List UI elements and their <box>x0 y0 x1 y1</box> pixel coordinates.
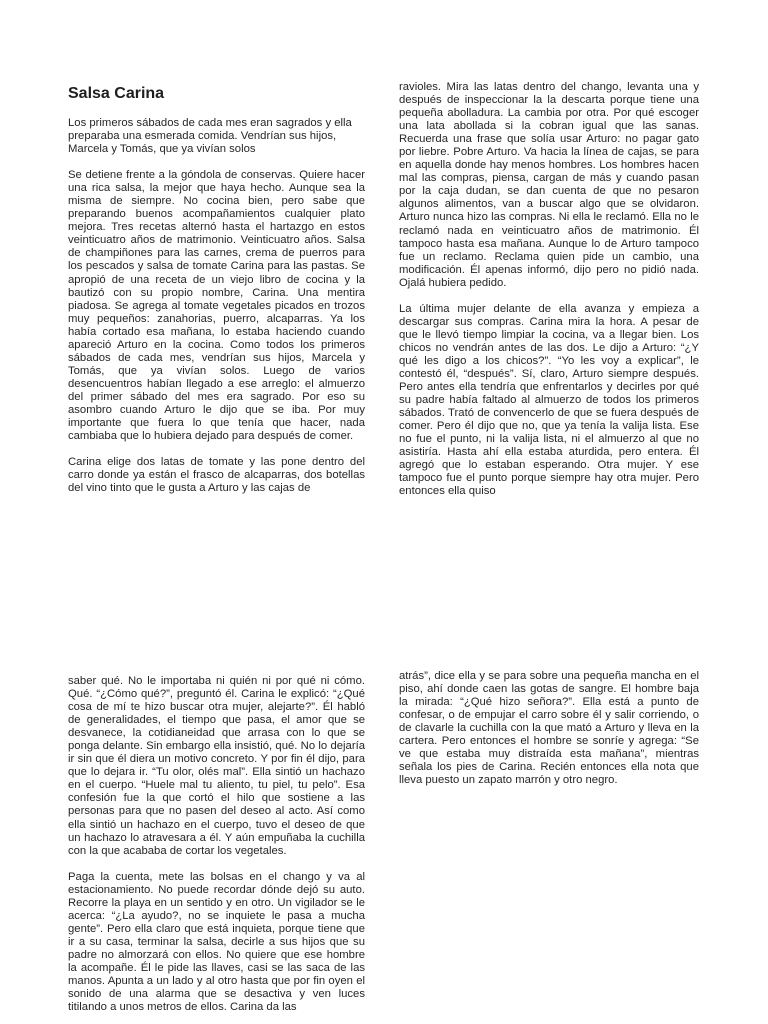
column-bottom-left <box>68 675 365 1014</box>
column-bottom-right <box>399 670 699 787</box>
paragraph: La última mujer delante de ella avanza y empieza a descargar sus compras. Carina mira la hora. A pesar de que le llevó tiempo limpiar la cocina, va a llegar bien. Los chicos no vendrán antes de las dos. Le dijo a Arturo: “¿Y qué les digo a los chicos?”. “Yo les voy a explicar”, le contestó él, “después”. Sí, claro, Arturo siempre después. Pero antes ella tendría que enfrentarlos y decirles por qué su padre había faltado al almuerzo de todos los primeros sábados. Trató de convencerlo de que se fuera después de comer. Pero él dijo que no, que ya tenía la valija lista. Ese no fue el punto, ni la valija lista, ni el almuerzo al que no asistiría. Hasta ahí ella estaba aturdida, pero entera. Él agregó que lo estaban esperando. Otra mujer. Y ese tampoco fue el punto porque siempre hay otra mujer. Pero entonces ella quiso <box>399 302 699 498</box>
paragraph: Los primeros sábados de cada mes eran sagrados y ella preparaba una esmerada comida. Vendrían sus hijos, Marcela y Tomás, que ya vivían solos <box>68 117 352 156</box>
paragraph: ravioles. Mira las latas dentro del chango, levanta una y después de inspeccionar la la descarta porque tiene una pequeña abolladura. La cambia por otra. Por qué escoger una lata abollada si la cobran igual que las sanas. Recuerda una frase que solía usar Arturo: no pagar gato por liebre. Pobre Arturo. Va hacia la línea de cajas, se para en aquella donde hay menos hombres. Los hombres hacen mal las compras, piensa, cargan de más y cuando pasan por la caja dudan, se dan cuenta de que no pesaron algunos alimentos, van a buscar algo que se olvidaron. Arturo nunca hizo las compras. Ni ella le reclamó. Ella no le reclamó nada en veinticuatro años de matrimonio. Él tampoco hasta esa mañana. Aunque lo de Arturo tampoco fue un reclamo. Reclama quien pide un cambio, una modificación. Él apenas informó, dijo pero no pidió nada. Ojalá hubiera pedido. <box>399 81 699 289</box>
column-top-left <box>68 85 365 495</box>
paragraph: Carina elige dos latas de tomate y las pone dentro del carro donde ya están el frasco de alcaparras, dos botellas del vino tinto que le gusta a Arturo y las cajas de <box>68 456 365 495</box>
paragraph: atrás”, dice ella y se para sobre una pequeña mancha en el piso, ahí donde caen las gotas de sangre. El hombre baja la mirada: “¿Qué hizo señora?”. Ella está a punto de confesar, o de empujar el carro sobre él y salir corriendo, o de clavarle la cuchilla con la que mató a Arturo y lleva en la cartera. Pero entonces el hombre se sonríe y agrega: “Se ve que estaba muy distraída esta mañana”, mientras señala los pies de Carina. Recién entonces ella nota que lleva puesto un zapato marrón y otro negro. <box>399 670 699 787</box>
column-top-right <box>399 81 699 498</box>
story-title: Salsa Carina <box>68 85 165 102</box>
paragraph: Se detiene frente a la góndola de conservas. Quiere hacer una rica salsa, la mejor que haya hecho. Aunque sea la misma de siempre. No cocina bien, pero sabe que preparando buenos acompañamientos cualquier plato mejora. Tres recetas alternó hasta el hartazgo en estos veinticuatro años de matrimonio. Veinticuatro años. Salsa de champiñones para las carnes, crema de puerros para los pescados y salsa de tomate Carina para las pastas. Se apropió de una receta de un viejo libro de cocina y la bautizó con su propio nombre, Carina. Una mentira piadosa. Se agrega al tomate vegetales picados en trozos muy pequeños: zanahorias, puerro, alcaparras. Ya los había cortado esa mañana, lo estaba haciendo cuando apareció Arturo en la cocina. Como todos los primeros sábados de cada mes, vendrían sus hijos, Marcela y Tomás, que ya vivían solos. Luego de varios desencuentros habían llegado a ese arreglo: el almuerzo del primer sábado del mes era sagrado. Por eso su asombro cuando Arturo le dijo que se iba. Por muy importante que fuera lo que tenía que hacer, nada cambiaba que lo hubiera dejado para después de comer. <box>68 169 365 443</box>
paragraph: Paga la cuenta, mete las bolsas en el chango y va al estacionamiento. No puede recordar dónde dejó su auto. Recorre la playa en un sentido y en otro. Un vigilador se le acerca: “¿La ayudo?, no se inquiete le pasa a mucha gente”. Pero ella claro que está inquieta, porque tiene que ir a su casa, terminar la salsa, decirle a sus hijos que su padre no almorzará con ellos. No quiere que ese hombre la acompañe. Él le pide las llaves, casi se las saca de las manos. Apunta a un lado y al otro hasta que por fin oyen el sonido de una alarma que se desactiva y ven luces titilando a unos metros de ellos. Carina da las <box>68 870 365 1014</box>
paragraph: saber qué. No le importaba ni quién ni por qué ni cómo. Qué. “¿Cómo qué?”, preguntó él. Carina le explicó: “¿Qué cosa de mí te hizo buscar otra mujer, alejarte?”. Él habló de generalidades, el tiempo que pasa, el amor que se desvanece, la cotidianeidad que arrasa con lo que se ponga delante. Sin embargo ella insistió, qué. No lo dejaría ir sin que él diera un motivo concreto. Y por fin él dijo, para que lo dejara ir. “Tu olor, olés mal”. Ella sintió un hachazo en el cuerpo. “Huele mal tu aliento, tu piel, tu pelo”. Esa confesión fue la que cortó el hilo que sostiene a las personas para que no pasen del deseo al acto. Así como ella sintió un hachazo en el cuerpo, tuvo el deseo de que un hachazo lo atravesara a él. Y aún empuñaba la cuchilla con la que acababa de cortar los vegetales. <box>68 675 365 857</box>
